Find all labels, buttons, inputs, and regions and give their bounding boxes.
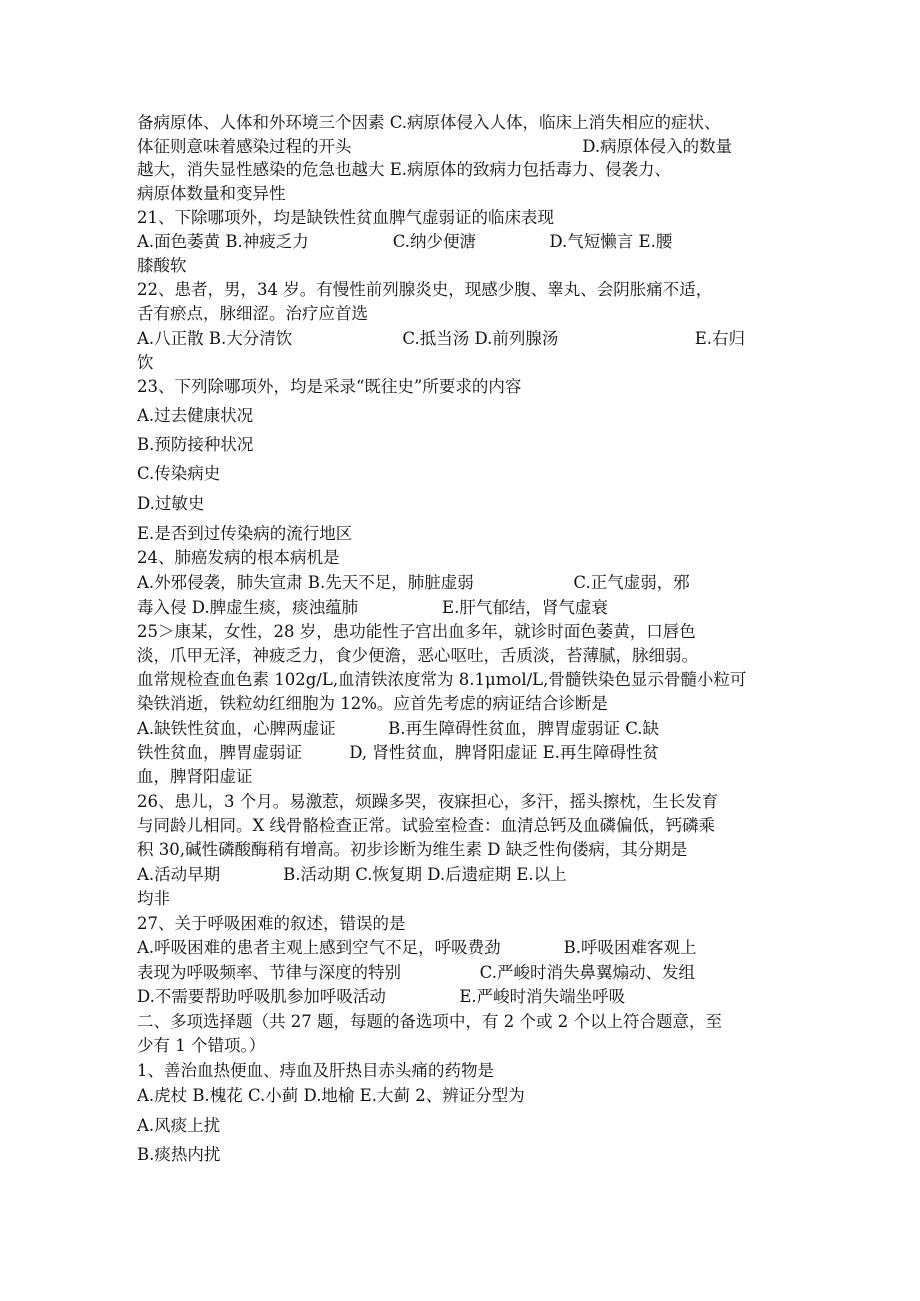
text-line: 染铁消逝，铁粒幼红细胞为 12%。应首先考虑的病证结合诊断是 <box>137 694 608 713</box>
section-heading: 二、多项选择题（共 27 题，每题的备选项中，有 2 个或 2 个以上符合题意，至 <box>137 1012 722 1031</box>
text-line: 与同龄儿相同。X 线骨骼检查正常。试验室检查：血清总钙及血磷偏低，钙磷乘 <box>137 816 715 835</box>
option-line: B.痰热内扰 <box>137 1145 221 1164</box>
question-23: 23、下列除哪项外，均是采录“既往史”所要求的内容 <box>137 377 522 396</box>
text-line: 少有 1 个错项。） <box>137 1036 266 1055</box>
text-line: 病原体数量和变异性 <box>137 184 286 203</box>
text-line: 舌有瘀点，脉细涩。治疗应首选 <box>137 304 368 323</box>
option-line: A.风痰上扰 <box>137 1116 221 1135</box>
text-line: 均非 <box>137 889 170 908</box>
options-multi-1: A.虎杖 B.槐花 C.小蓟 D.地榆 E.大蓟 2、辨证分型为 <box>137 1086 525 1105</box>
options-21: A.面色萎黄 B.神疲乏力 C.纳少便溏 D.气短懒言 E.腰 <box>137 232 673 251</box>
text-line: D.不需要帮助呼吸肌参加呼吸活动 E.严峻时消失端坐呼吸 <box>137 987 626 1006</box>
text-line: 膝酸软 <box>137 256 187 275</box>
text-line: 体征则意味着感染过程的开头 D.病原体侵入的数量 <box>137 137 733 156</box>
options-26: A.活动早期 B.活动期 C.恢复期 D.后遗症期 E.以上 <box>137 865 567 884</box>
question-27: 27、关于呼吸困难的叙述，错误的是 <box>137 914 406 933</box>
text-line: 越大，消失显性感染的危急也越大 E.病原体的致病力包括毒力、侵袭力、 <box>137 160 672 179</box>
question-26: 26、患儿，3 个月。易激惹，烦躁多哭，夜寐担心，多汗，摇头擦枕，生长发育 <box>137 792 719 811</box>
option-line: B.预防接种状况 <box>137 435 254 454</box>
text-line: 铁性贫血，脾胃虚弱证 D, 肾性贫血，脾肾阳虚证 E.再生障碍性贫 <box>137 743 659 762</box>
text-line: 血，脾肾阳虚证 <box>137 767 253 786</box>
text-line: 淡，爪甲无泽，神疲乏力，食少便澹，恶心呕吐，舌质淡，苔薄腻，脉细弱。 <box>137 646 698 665</box>
question-24: 24、肺癌发病的根本病机是 <box>137 548 340 567</box>
option-line: A.过去健康状况 <box>137 406 254 425</box>
question-25: 25＞康某，女性，28 岁，患功能性子宫出血多年，就诊时面色萎黄，口唇色 <box>137 622 696 641</box>
text-line: 积 30,碱性磷酸酶稍有增高。初步诊断为维生素 D 缺乏性佝偻病，其分期是 <box>137 840 688 859</box>
options-25: A.缺铁性贫血，心脾两虚证 B.再生障碍性贫血，脾胃虚弱证 C.缺 <box>137 719 660 738</box>
multi-question-1: 1、善治血热便血、痔血及肝热目赤头痛的药物是 <box>137 1061 494 1080</box>
options-24: A.外邪侵袭，肺失宣肃 B.先天不足，肺脏虚弱 C.正气虚弱，邪 <box>137 573 690 592</box>
options-27: A.呼吸困难的患者主观上感到空气不足，呼吸费劲 B.呼吸困难客观上 <box>137 938 697 957</box>
text-line: 备病原体、人体和外环境三个因素 C.病原体侵入人体，临床上消失相应的症状、 <box>137 113 721 132</box>
text-line: 表现为呼吸频率、节律与深度的特别 C.严峻时消失鼻翼煽动、发组 <box>137 963 695 982</box>
option-line: D.过敏史 <box>137 494 205 513</box>
text-line: 毒入侵 D.脾虚生痰，痰浊蕴肺 E.肝气郁结，肾气虚衰 <box>137 598 608 617</box>
question-21: 21、下除哪项外，均是缺铁性贫血脾气虚弱证的临床表现 <box>137 208 554 227</box>
option-line: E.是否到过传染病的流行地区 <box>137 524 353 543</box>
option-line: C.传染病史 <box>137 464 221 483</box>
text-line: 血常规检查血色素 102g∕L,血清铁浓度常为 8.1μmol∕L,骨髓铁染色显示骨髓小粒可 <box>137 670 747 689</box>
text-line: 饮 <box>137 353 154 372</box>
question-22: 22、患者，男，34 岁。有慢性前列腺炎史，现感少腹、睾丸、会阴胀痛不适， <box>137 280 713 299</box>
options-22: A.八正散 B.大分清饮 C.抵当汤 D.前列腺汤 E.右归 <box>137 329 745 348</box>
